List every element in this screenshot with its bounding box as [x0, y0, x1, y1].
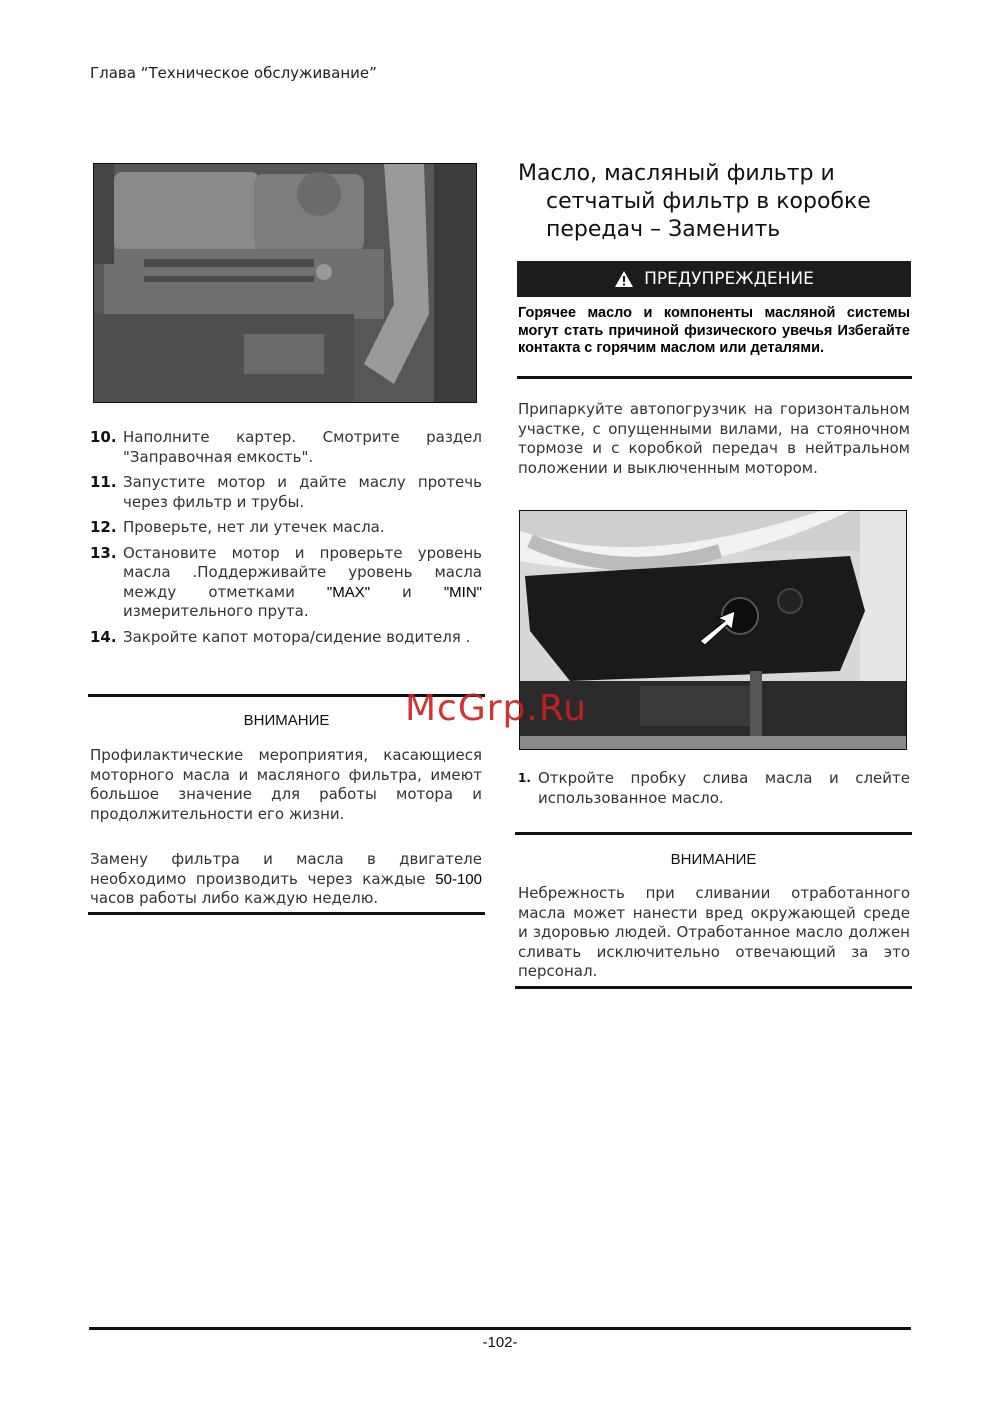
warning-icon: [614, 270, 634, 288]
notice-paragraph: [90, 850, 482, 909]
notice-bottom-rule: [88, 912, 485, 915]
step-text-part: и: [370, 582, 444, 601]
step-item: [90, 628, 482, 648]
notice-paragraph: Небрежность при сливании отработанного масла может нанести вред окружающей среде и здоровью людей. Отработанное масло должен сливать исключительно отвечающий за это персонал.: [518, 884, 910, 980]
heading-line: передач – Заменить: [546, 217, 781, 242]
heading-line: Масло, масляный фильтр и: [518, 161, 835, 186]
section-heading: [518, 160, 913, 244]
step-item: [90, 473, 482, 512]
watermark: McGrp.Ru: [405, 688, 588, 729]
page-number: -102-: [482, 1334, 518, 1351]
warning-text: Горячее масло и компоненты масляной системы могут стать причиной физического увечья Избегайте контакта с горячим маслом или деталями.: [518, 305, 910, 356]
step-text: Закройте капот мотора/сидение водителя .: [123, 627, 471, 646]
interval-hours: 50-100: [435, 870, 482, 888]
notice-text: Замену фильтра и масла в двигателе необходимо производить через каждые: [90, 850, 482, 888]
step-text-part: Остановите мотор и проверьте уровень масла .Поддерживайте уровень масла между отметками: [123, 543, 482, 601]
chapter-title: Глава “Техническое обслуживание”: [90, 64, 377, 82]
warning-bar: [517, 261, 911, 297]
step-number: 10.: [90, 428, 117, 446]
step-number: 14.: [90, 627, 117, 646]
maintenance-steps: [90, 428, 482, 653]
heading-line: сетчатый фильтр в коробке: [546, 189, 871, 214]
step-text-part: измерительного прута.: [123, 602, 309, 620]
step-number: 13.: [90, 543, 117, 562]
notice-paragraph: Профилактические мероприятия, касающиеся моторного масла и масляного фильтра, имеют большое значение для работы мотора и продолжительности его жизни.: [90, 746, 482, 823]
warning-label: ПРЕДУПРЕЖДЕНИЕ: [644, 269, 814, 289]
step-number: 1.: [518, 771, 531, 785]
step-number: 11.: [90, 473, 117, 491]
park-instructions: Припаркуйте автопогрузчик на горизонтальном участке, с опущенными вилами, на стояночном тормозе и с коробкой передач в нейтральном положении и выключенным мотором.: [518, 400, 910, 477]
step-item: [90, 428, 482, 467]
warning-bottom-rule: [517, 376, 912, 379]
step-item: [90, 518, 482, 538]
step-text: Запустите мотор и дайте маслу протечь через фильтр и трубы.: [123, 473, 482, 511]
max-mark: "MAX": [326, 583, 371, 601]
step-number: 12.: [90, 518, 117, 536]
step-text: Наполните картер. Смотрите раздел "Заправочная емкость".: [123, 428, 482, 466]
engine-photo: [93, 163, 477, 403]
drain-step: [518, 769, 910, 808]
notice-title: ВНИМАНИЕ: [670, 851, 757, 868]
step-text: [123, 544, 482, 622]
notice-top-rule: [515, 832, 912, 835]
footer-rule: [89, 1327, 911, 1330]
notice-title: ВНИМАНИЕ: [243, 712, 330, 729]
min-mark: "MIN": [443, 583, 482, 601]
step-item: [90, 544, 482, 622]
step-text: Проверьте, нет ли утечек масла.: [123, 518, 385, 536]
notice-text: часов работы либо каждую неделю.: [90, 889, 379, 907]
step-text: Откройте пробку слива масла и слейте использованное масло.: [538, 769, 910, 807]
notice-bottom-rule: [515, 986, 912, 989]
